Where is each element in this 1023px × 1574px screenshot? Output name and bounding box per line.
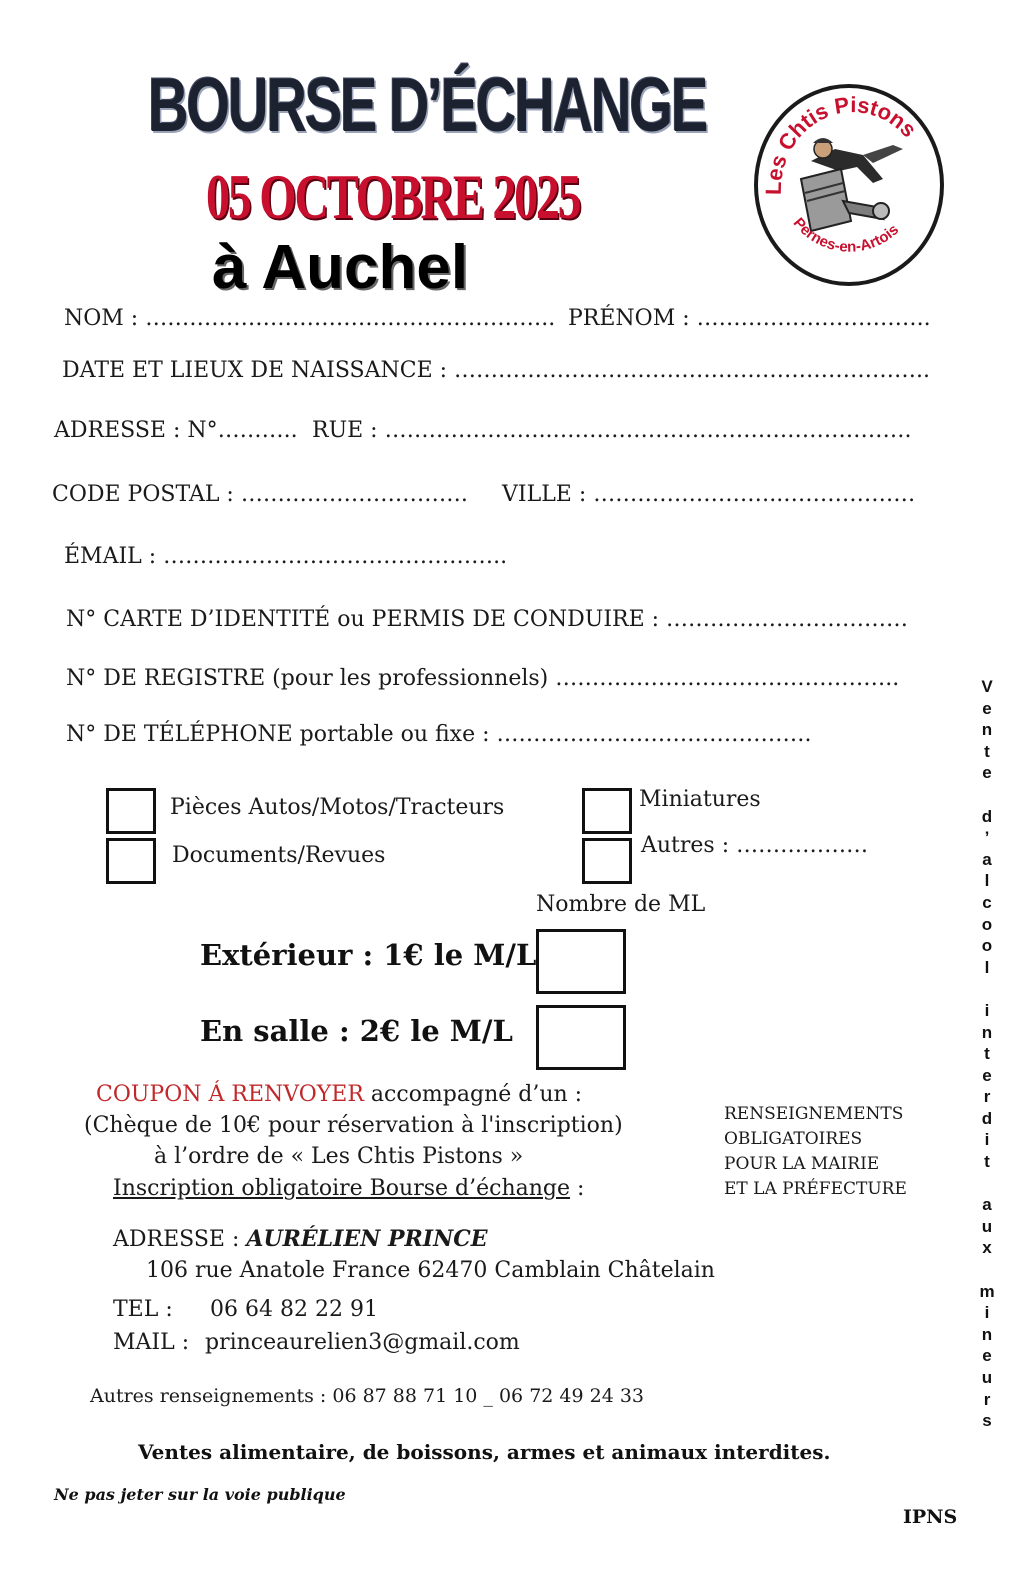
side-notice-letter: e xyxy=(982,763,992,783)
side-notice-letter: i xyxy=(984,1303,990,1323)
ventes-interdites: Ventes alimentaire, de boissons, armes et animaux interdites. xyxy=(138,1440,831,1464)
club-town: Pernes-en-Artois xyxy=(789,214,903,256)
side-notice-letter: a xyxy=(982,849,992,869)
mandatory-notice xyxy=(724,1102,907,1202)
notice-line-1: RENSEIGNEMENTS xyxy=(724,1104,904,1124)
field-registre: N° DE REGISTRE (pour les professionnels) ……………………………………….. xyxy=(66,666,900,691)
coupon-inscription-colon: : xyxy=(570,1176,585,1201)
side-notice-letter xyxy=(976,978,998,1000)
piston-rider-emblem-icon xyxy=(753,83,945,288)
field-nom: NOM : ……………………………………………….. xyxy=(64,306,556,331)
side-notice-letter: a xyxy=(982,1195,992,1215)
side-notice-letter: d xyxy=(981,1108,993,1128)
field-naissance: DATE ET LIEUX DE NAISSANCE : ……………………………………………………….. xyxy=(62,358,931,383)
checkbox-miniatures[interactable] xyxy=(582,788,632,834)
side-notice-letter: x xyxy=(982,1238,992,1258)
side-notice-letter: u xyxy=(981,1216,993,1236)
side-notice-letter: t xyxy=(984,741,990,761)
price-exterieur: Extérieur : 1€ le M/L xyxy=(200,938,537,972)
side-notice-letter: ’ xyxy=(984,828,990,848)
autres-renseignements: Autres renseignements : 06 87 88 71 10 _ 06 72 49 24 33 xyxy=(90,1385,645,1407)
side-notice-letter: s xyxy=(982,1411,992,1431)
coupon-ordre: à l’ordre de « Les Chtis Pistons » xyxy=(154,1144,524,1169)
event-date: 05 OCTOBRE 2025 xyxy=(206,161,580,232)
coupon-lead-rest: accompagné d’un : xyxy=(363,1082,583,1107)
ml-exterieur-box[interactable] xyxy=(536,929,626,994)
notice-line-4: ET LA PRÉFECTURE xyxy=(724,1179,907,1199)
coupon-line xyxy=(96,1082,582,1107)
label-documents: Documents/Revues xyxy=(172,843,386,868)
checkbox-pieces[interactable] xyxy=(106,788,156,834)
contact-tel: 06 64 82 22 91 xyxy=(210,1297,378,1322)
notice-line-3: POUR LA MAIRIE xyxy=(724,1154,880,1174)
ml-salle-box[interactable] xyxy=(536,1005,626,1070)
coupon-inscription: Inscription obligatoire Bourse d’échange xyxy=(113,1176,571,1201)
side-notice-letter: r xyxy=(983,1087,991,1107)
contact-mail: princeaurelien3@gmail.com xyxy=(205,1330,520,1355)
side-notice-letter: c xyxy=(982,892,992,912)
side-notice-letter: r xyxy=(983,1389,991,1409)
club-name: Les Chtis Pistons xyxy=(760,92,922,196)
side-notice-letter: t xyxy=(984,1152,990,1172)
side-notice-letter: d xyxy=(981,806,993,826)
side-notice-letter: o xyxy=(981,936,993,956)
field-carte-identite: N° CARTE D’IDENTITÉ ou PERMIS DE CONDUIRE : …………………………… xyxy=(66,607,909,632)
notice-line-2: OBLIGATOIRES xyxy=(724,1129,863,1149)
checkbox-documents[interactable] xyxy=(106,838,156,884)
side-notice-letter xyxy=(976,1259,998,1281)
side-notice-letter: e xyxy=(982,1065,992,1085)
side-notice-letter: e xyxy=(982,1346,992,1366)
contact-tel-label: TEL : xyxy=(113,1297,173,1322)
side-notice-letter: n xyxy=(981,1022,993,1042)
side-notice-letter: V xyxy=(981,677,993,696)
contact-mail-label: MAIL : xyxy=(113,1330,190,1355)
side-notice-letter: e xyxy=(982,698,992,718)
side-notice-letter: t xyxy=(984,1044,990,1064)
side-notice-letter: m xyxy=(979,1281,995,1301)
coupon-inscription-line xyxy=(113,1176,584,1201)
side-notice-letter: l xyxy=(984,957,990,977)
label-pieces: Pièces Autos/Motos/Tracteurs xyxy=(170,795,505,820)
contact-adresse-line xyxy=(113,1226,487,1252)
field-rue: RUE : …………………..…………………………………………. xyxy=(312,418,912,443)
coupon-lead: COUPON Á RENVOYER xyxy=(96,1082,364,1107)
side-notice-letter xyxy=(976,1173,998,1195)
label-autres: Autres : ……………… xyxy=(641,833,869,858)
side-notice-letter: n xyxy=(981,720,993,740)
checkbox-autres[interactable] xyxy=(582,838,632,884)
field-telephone: N° DE TÉLÉPHONE portable ou fixe : ……………………………………. xyxy=(66,722,812,747)
side-notice-letter: u xyxy=(981,1368,993,1387)
coupon-cheque: (Chèque de 10€ pour réservation à l'inscription) xyxy=(84,1113,623,1138)
side-notice-letter: o xyxy=(981,914,993,934)
contact-street: 106 rue Anatole France 62470 Camblain Châtelain xyxy=(146,1258,715,1283)
contact-adresse-label: ADRESSE : xyxy=(113,1227,247,1252)
event-title: BOURSE D’ÉCHANGE xyxy=(148,63,707,148)
side-notice-letter: i xyxy=(984,1130,990,1150)
club-logo xyxy=(753,83,945,288)
side-notice-letter: l xyxy=(984,871,990,891)
field-code-postal: CODE POSTAL : …………………………. xyxy=(52,482,468,507)
label-miniatures: Miniatures xyxy=(639,787,761,812)
field-email: ÉMAIL : ……………………………………….. xyxy=(64,544,508,569)
contact-name: AURÉLIEN PRINCE xyxy=(246,1226,488,1252)
event-place: à Auchel xyxy=(212,233,469,302)
nombre-ml-label: Nombre de ML xyxy=(536,892,706,917)
field-ville: VILLE : ……………………..……………… xyxy=(502,482,916,507)
field-prenom: PRÉNOM : ………………………….. xyxy=(568,306,931,331)
side-notice-letter: n xyxy=(981,1324,993,1344)
side-notice-letter: i xyxy=(984,1000,990,1020)
side-notice-alcool xyxy=(976,676,998,1432)
side-notice-letter xyxy=(976,784,998,806)
ipns: IPNS xyxy=(903,1506,958,1528)
ne-pas-jeter: Ne pas jeter sur la voie publique xyxy=(54,1485,346,1504)
field-adresse-num: ADRESSE : N°……….. xyxy=(54,418,298,443)
price-salle: En salle : 2€ le M/L xyxy=(200,1014,513,1048)
